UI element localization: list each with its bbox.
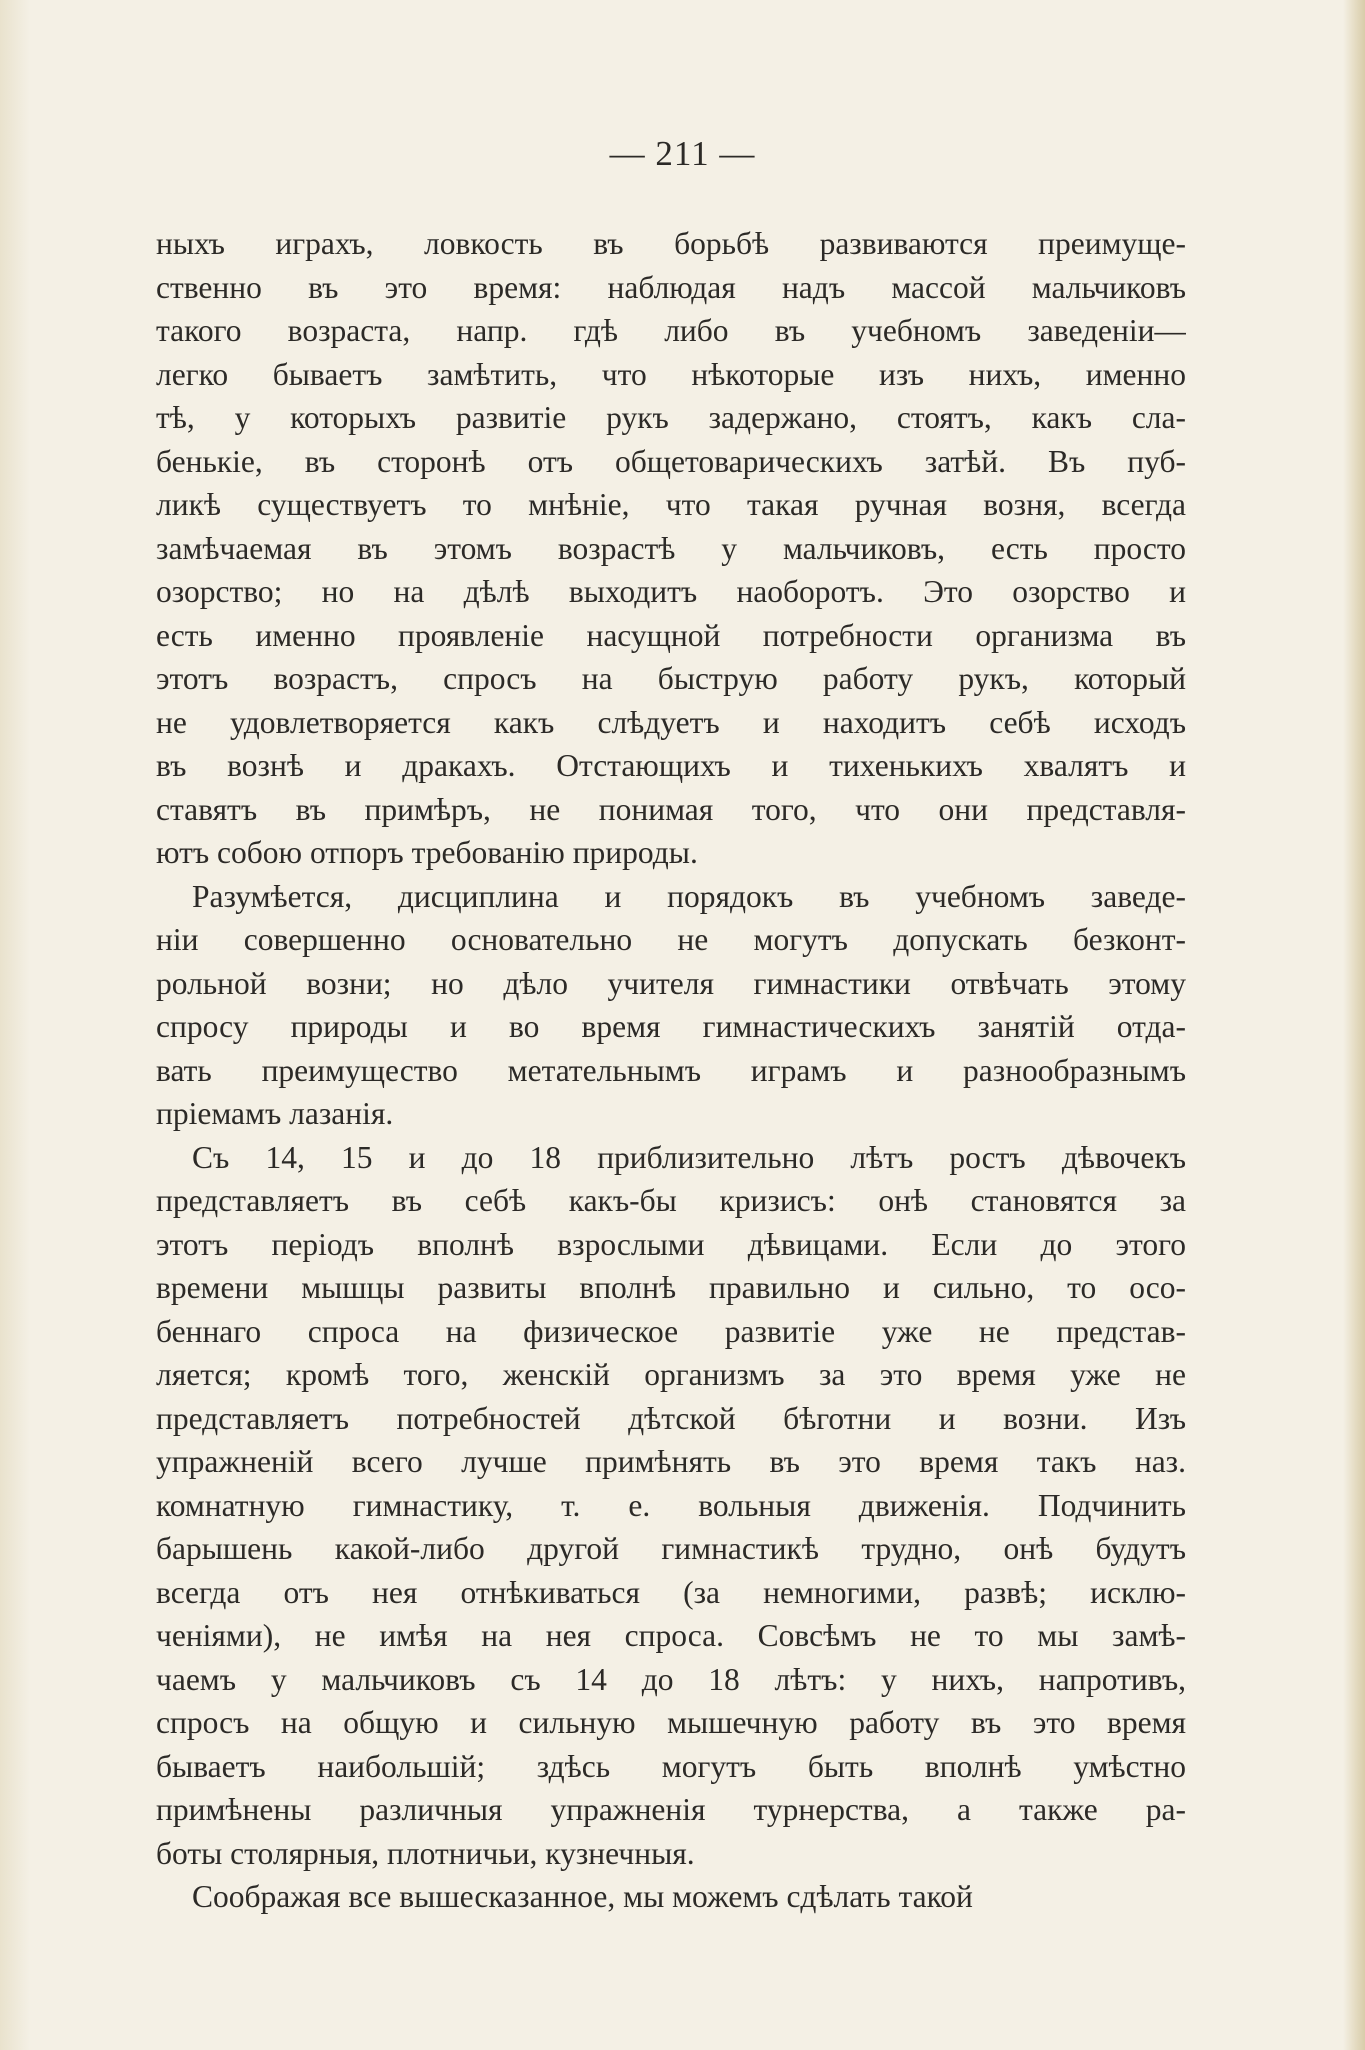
text-line: замѣчаемая въ этомъ возрастѣ у мальчиковъ, есть просто xyxy=(156,530,1186,566)
text-line: озорство; но на дѣлѣ выходитъ наоборотъ. Это озорство и xyxy=(156,574,1186,609)
text-line: Разумѣется, дисциплина и порядокъ въ учебномъ заведе- xyxy=(192,878,1186,914)
text-line: ніи совершенно основательно не могутъ допускать безконт- xyxy=(156,922,1186,957)
text-line: есть именно проявленіе насущной потребности организма въ xyxy=(156,617,1186,653)
text-line: упражненій всего лучше примѣнять въ это время такъ наз. xyxy=(156,1444,1186,1479)
body-text xyxy=(156,222,1186,1919)
text-line: легко бываетъ замѣтить, что нѣкоторые изъ нихъ, именно xyxy=(156,356,1186,392)
text-line: Съ 14, 15 и до 18 приблизительно лѣтъ ростъ дѣвочекъ xyxy=(192,1139,1186,1175)
text-line: ляется; кромѣ того, женскій организмъ за это время уже не xyxy=(156,1357,1186,1392)
text-line: времени мышцы развиты вполнѣ правильно и сильно, то осо- xyxy=(156,1270,1186,1305)
page-edge xyxy=(1343,0,1365,2050)
text-line: рольной возни; но дѣло учителя гимнастики отвѣчать этому xyxy=(156,965,1186,1001)
text-line: комнатную гимнастику, т. е. вольныя движенія. Подчинить xyxy=(156,1487,1186,1523)
text-line: чаемъ у мальчиковъ съ 14 до 18 лѣтъ: у нихъ, напротивъ, xyxy=(156,1661,1186,1697)
text-line: барышень какой-либо другой гимнастикѣ трудно, онѣ будутъ xyxy=(156,1531,1186,1566)
text-line: представляетъ потребностей дѣтской бѣготни и возни. Изъ xyxy=(156,1400,1186,1436)
page-gutter-shadow xyxy=(0,0,30,2050)
text-line: ставятъ въ примѣръ, не понимая того, что они представля- xyxy=(156,791,1186,827)
text-line: примѣнены различныя упражненія турнерства, а также ра- xyxy=(156,1792,1186,1827)
text-line: беннаго спроса на физическое развитіе уже не представ- xyxy=(156,1313,1186,1349)
text-line: бываетъ наибольшій; здѣсь могутъ быть вполнѣ умѣстно xyxy=(156,1748,1186,1784)
text-line: всегда отъ нея отнѣкиваться (за немногими, развѣ; исклю- xyxy=(156,1574,1186,1610)
page-number: — 211 — xyxy=(609,134,756,173)
text-line: такого возраста, напр. гдѣ либо въ учебномъ заведеніи— xyxy=(156,313,1186,348)
text-line: ченіями), не имѣя на нея спроса. Совсѣмъ не то мы замѣ- xyxy=(156,1618,1186,1653)
text-line: спросъ на общую и сильную мышечную работу въ это время xyxy=(156,1705,1186,1740)
text-line: не удовлетворяется какъ слѣдуетъ и находитъ себѣ исходъ xyxy=(156,704,1186,740)
text-line: тѣ, у которыхъ развитіе рукъ задержано, стоятъ, какъ сла- xyxy=(156,400,1186,435)
text-line: этотъ возрастъ, спросъ на быструю работу рукъ, который xyxy=(156,661,1186,696)
text-line: ликѣ существуетъ то мнѣніе, что такая ручная возня, всегда xyxy=(156,487,1186,522)
text-line: бенькіе, въ сторонѣ отъ общетоварическихъ затѣй. Въ пуб- xyxy=(156,443,1186,479)
text-line: ственно въ это время: наблюдая надъ массой мальчиковъ xyxy=(156,269,1186,305)
text-line: этотъ періодъ вполнѣ взрослыми дѣвицами. Если до этого xyxy=(156,1226,1186,1262)
text-line: представляетъ въ себѣ какъ-бы кризисъ: онѣ становятся за xyxy=(156,1183,1186,1218)
text-line: ныхъ играхъ, ловкость въ борьбѣ развиваются преимуще- xyxy=(156,226,1186,261)
text-line: ютъ собою отпоръ требованію природы. xyxy=(156,835,698,870)
text-line: въ вознѣ и дракахъ. Отстающихъ и тихенькихъ хвалятъ и xyxy=(156,748,1186,783)
text-line: пріемамъ лазанія. xyxy=(156,1096,394,1131)
text-line: боты столярныя, плотничьи, кузнечныя. xyxy=(156,1835,695,1871)
text-line: спросу природы и во время гимнастическихъ занятій отда- xyxy=(156,1009,1186,1044)
text-line: вать преимущество метательнымъ играмъ и разнообразнымъ xyxy=(156,1052,1186,1088)
text-line: Соображая все вышесказанное, мы можемъ сдѣлать такой xyxy=(192,1879,973,1914)
